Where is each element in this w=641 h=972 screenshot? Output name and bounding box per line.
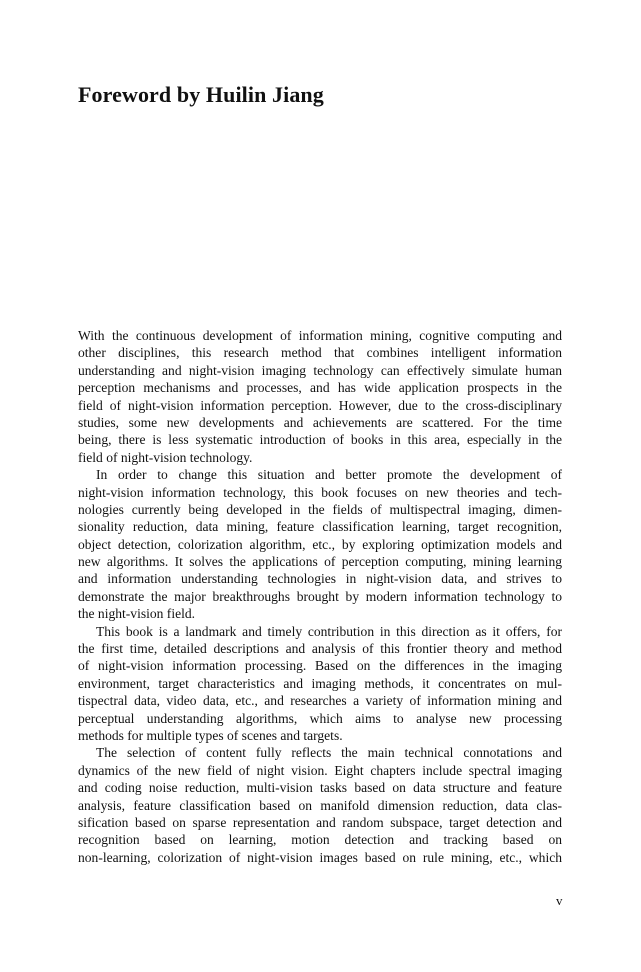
text-line: of night-vision information processing. Based on the differences in the imaging — [78, 658, 562, 674]
text-line: sionality reduction, data mining, feature classification learning, target recognition, — [78, 519, 562, 535]
text-line: tispectral data, video data, etc., and researches a variety of information mining and — [78, 693, 562, 709]
text-line: field of night-vision information perception. However, due to the cross-disciplinary — [78, 397, 562, 413]
text-line: In order to change this situation and better promote the development of — [96, 467, 562, 483]
text-line: sification based on sparse representation and random subspace, target detection and — [78, 814, 562, 830]
text-line: perceptual understanding algorithms, which aims to analyse new processing — [78, 710, 562, 726]
text-line: studies, some new developments and achievements are scattered. For the time — [78, 414, 562, 430]
text-line: analysis, feature classification based on manifold dimension reduction, data clas- — [78, 797, 562, 813]
foreword-body — [78, 327, 562, 866]
text-line: night-vision information technology, this book focuses on new theories and tech- — [78, 484, 562, 500]
text-line: new algorithms. It solves the applications of perception computing, mining learning — [78, 554, 562, 570]
text-line: recognition based on learning, motion detection and tracking based on — [78, 832, 562, 848]
text-line: perception mechanisms and processes, and has wide application prospects in the — [78, 380, 562, 396]
paragraph — [78, 327, 562, 466]
text-line: understanding and night-vision imaging technology can effectively simulate human — [78, 362, 562, 378]
paragraph — [78, 466, 562, 623]
text-line: dynamics of the new field of night vision. Eight chapters include spectral imaging — [78, 762, 562, 778]
text-line: object detection, colorization algorithm, etc., by exploring optimization models and — [78, 536, 562, 552]
page-number: v — [556, 893, 563, 908]
page-title: Foreword by Huilin Jiang — [78, 82, 324, 107]
text-line: the night-vision field. — [78, 606, 196, 622]
text-line: With the continuous development of information mining, cognitive computing and — [78, 328, 562, 343]
text-line: methods for multiple types of scenes and targets. — [78, 727, 343, 743]
text-line: field of night-vision technology. — [78, 449, 253, 465]
text-line: and information understanding technologies in night-vision data, and strives to — [78, 571, 562, 587]
text-line: being, there is less systematic introduction of books in this area, especially in the — [78, 432, 562, 448]
text-line: the first time, detailed descriptions and analysis of this frontier theory and method — [78, 641, 562, 657]
text-line: non-learning, colorization of night-vision images based on rule mining, etc., which — [78, 849, 562, 865]
text-line: and coding noise reduction, multi-vision tasks based on data structure and feature — [78, 780, 562, 796]
text-line: environment, target characteristics and imaging methods, it concentrates on mul- — [78, 675, 562, 691]
text-line: other disciplines, this research method that combines intelligent information — [78, 345, 562, 361]
text-line: This book is a landmark and timely contribution in this direction as it offers, for — [96, 623, 562, 639]
text-line: The selection of content fully reflects the main technical connotations and — [96, 745, 562, 761]
text-line: nologies currently being developed in the fields of multispectral imaging, dimen- — [78, 501, 562, 517]
paragraph — [78, 744, 562, 866]
text-line: demonstrate the major breakthroughs brought by modern information technology to — [78, 588, 562, 604]
paragraph — [78, 623, 562, 745]
